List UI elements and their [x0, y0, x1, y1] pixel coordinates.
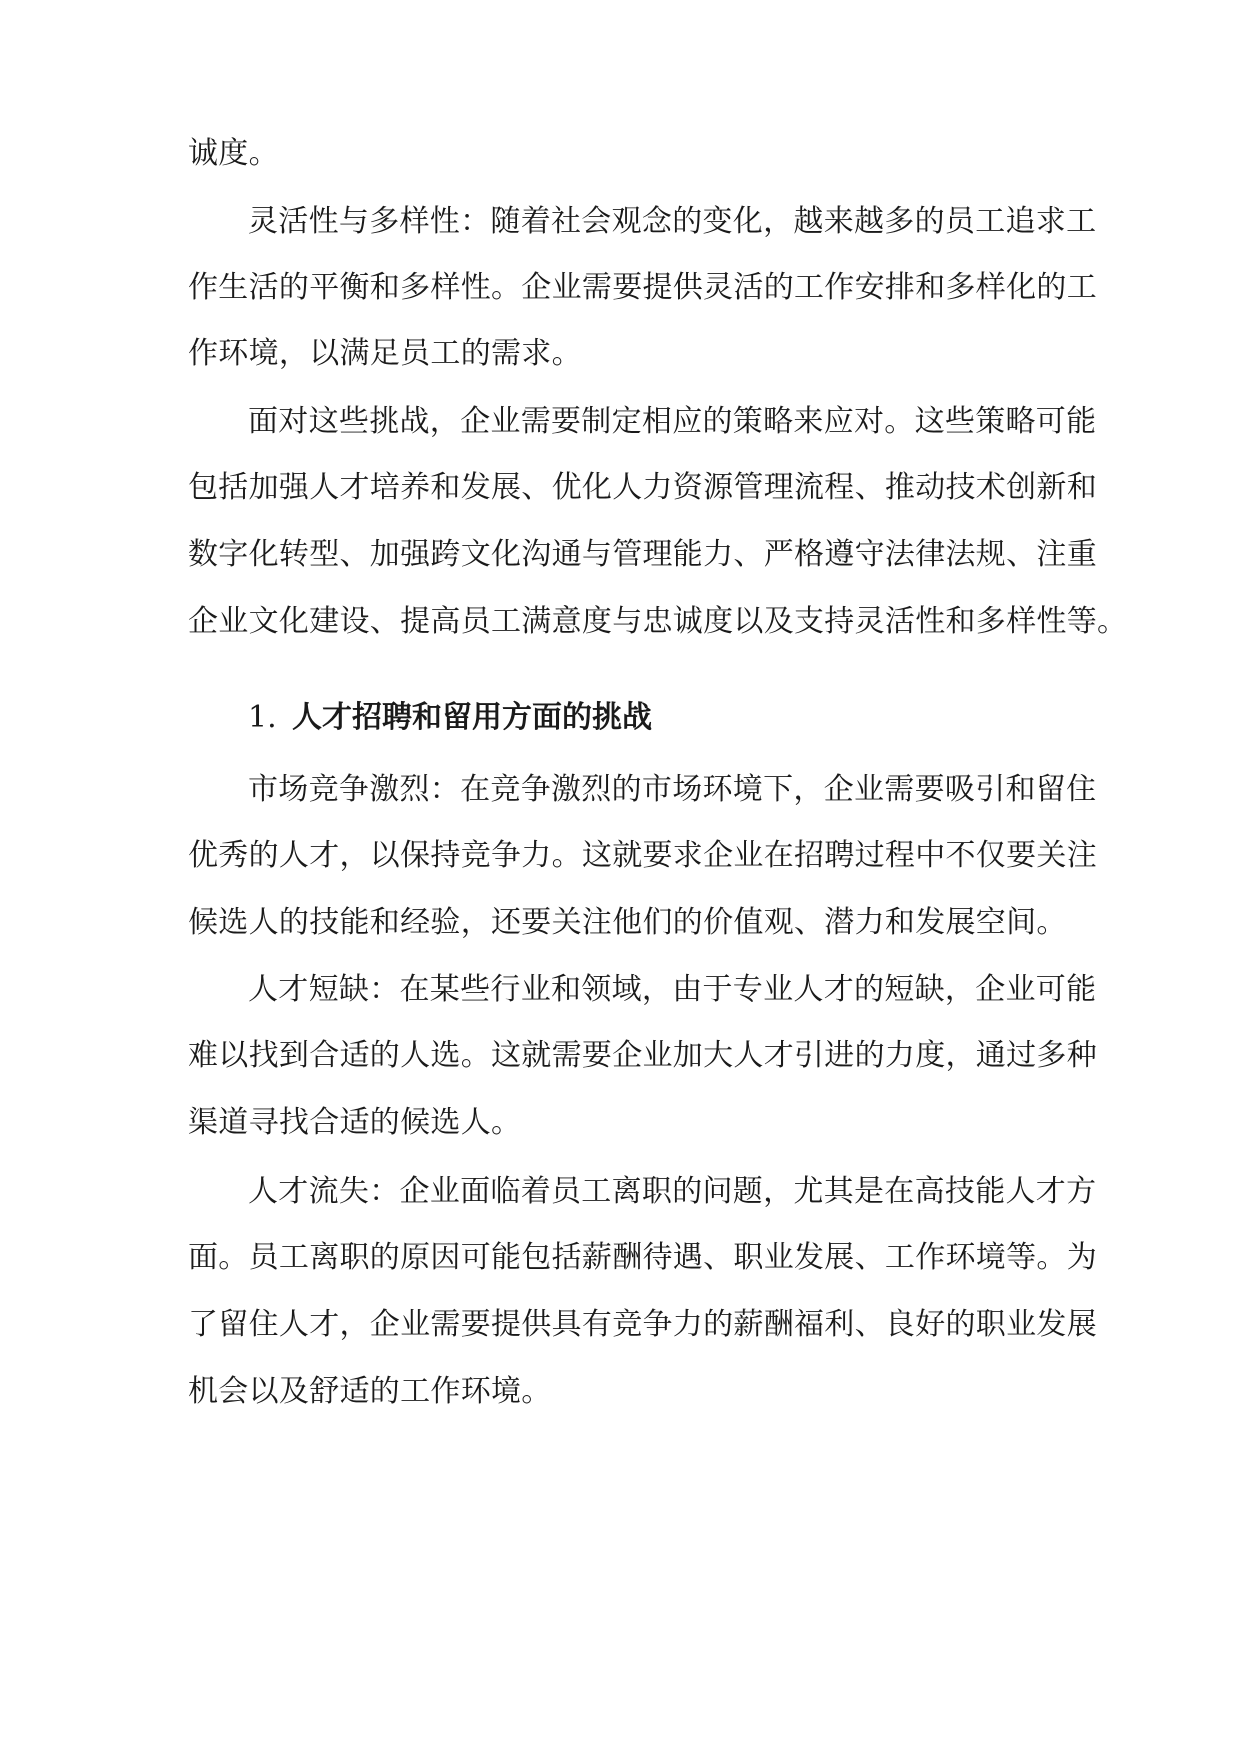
paragraph-shortage-line-3: 渠道寻找合适的候选人。 [188, 1105, 522, 1140]
paragraph-turnover-line-1: 人才流失：企业面临着员工离职的问题，尤其是在高技能人才方 [248, 1174, 1097, 1209]
paragraph-turnover-line-2: 面。员工离职的原因可能包括薪酬待遇、职业发展、工作环境等。为 [188, 1240, 1097, 1275]
section-heading-text: 人才招聘和留用方面的挑战 [292, 700, 652, 735]
paragraph-flexibility-line-3: 作环境，以满足员工的需求。 [188, 336, 582, 371]
paragraph-competition-line-3: 候选人的技能和经验，还要关注他们的价值观、潜力和发展空间。 [188, 905, 1067, 940]
paragraph-flexibility-line-1: 灵活性与多样性：随着社会观念的变化，越来越多的员工追求工 [248, 204, 1097, 239]
paragraph-competition-line-1: 市场竞争激烈：在竞争激烈的市场环境下，企业需要吸引和留住 [248, 772, 1097, 807]
paragraph-shortage-line-1: 人才短缺：在某些行业和领域，由于专业人才的短缺，企业可能 [248, 972, 1097, 1007]
paragraph-strategy-line-1: 面对这些挑战，企业需要制定相应的策略来应对。这些策略可能 [248, 404, 1097, 439]
paragraph-strategy-line-3: 数字化转型、加强跨文化沟通与管理能力、严格遵守法律法规、注重 [188, 537, 1097, 572]
section-heading-number: 1. [248, 700, 277, 735]
paragraph-flexibility-line-2: 作生活的平衡和多样性。企业需要提供灵活的工作安排和多样化的工 [188, 270, 1097, 305]
paragraph-strategy-line-4: 企业文化建设、提高员工满意度与忠诚度以及支持灵活性和多样性等。 [188, 604, 1128, 639]
paragraph-strategy-line-2: 包括加强人才培养和发展、优化人力资源管理流程、推动技术创新和 [188, 470, 1097, 505]
paragraph-shortage-line-2: 难以找到合适的人选。这就需要企业加大人才引进的力度，通过多种 [188, 1038, 1097, 1073]
paragraph-turnover-line-4: 机会以及舒适的工作环境。 [188, 1374, 552, 1409]
paragraph-competition-line-2: 优秀的人才，以保持竞争力。这就要求企业在招聘过程中不仅要关注 [188, 838, 1097, 873]
paragraph-turnover-line-3: 了留住人才，企业需要提供具有竞争力的薪酬福利、良好的职业发展 [188, 1307, 1097, 1342]
section-heading [248, 698, 652, 738]
paragraph-continuation-line: 诚度。 [188, 136, 279, 171]
